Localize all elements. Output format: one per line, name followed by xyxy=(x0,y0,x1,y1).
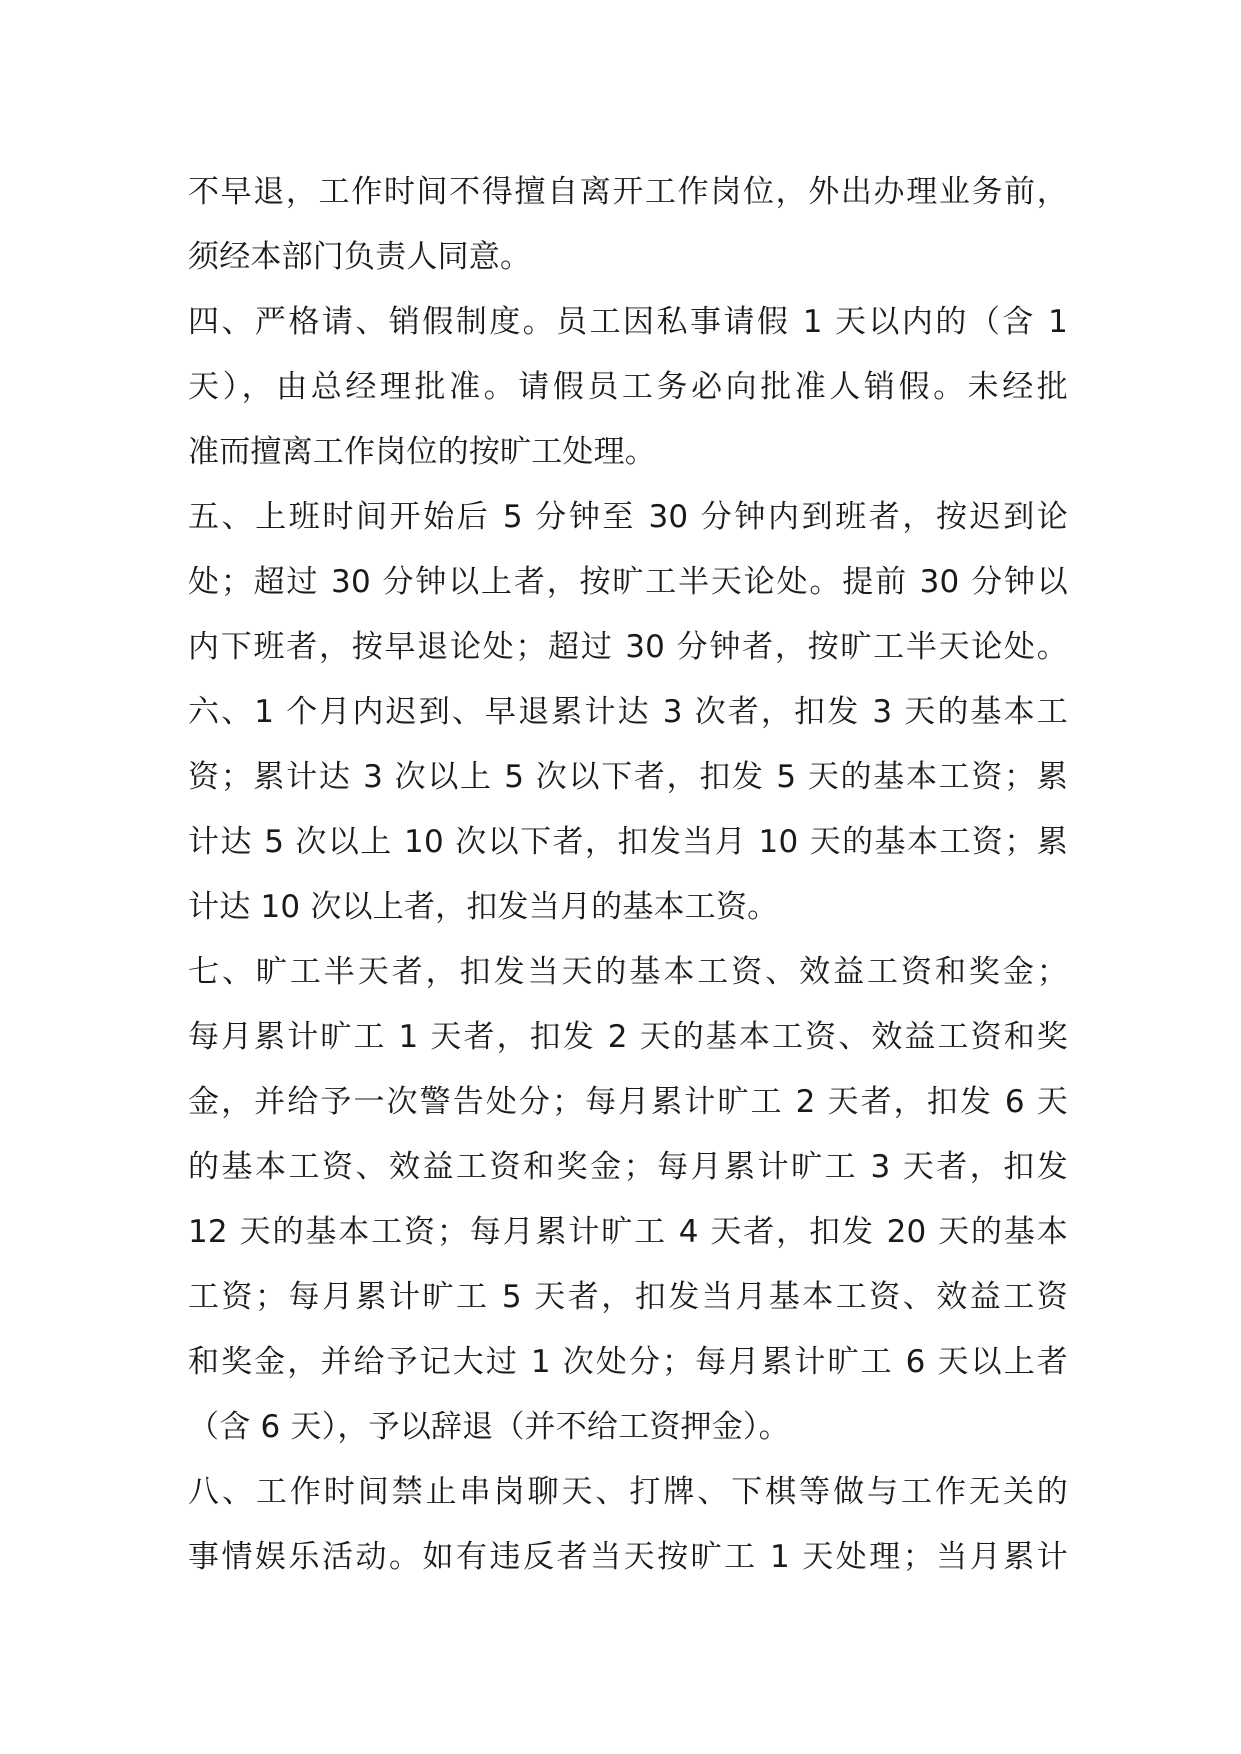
text-line: 四、严格请、销假制度。员工因私事请假 1 天以内的（含 1 xyxy=(188,304,1068,340)
text-line: 的基本工资、效益工资和奖金；每月累计旷工 3 天者，扣发 xyxy=(188,1149,1068,1185)
text-line: 五、上班时间开始后 5 分钟至 30 分钟内到班者，按迟到论 xyxy=(188,499,1068,535)
text-line: 计达 10 次以上者，扣发当月的基本工资。 xyxy=(188,889,779,925)
text-line: 计达 5 次以上 10 次以下者，扣发当月 10 天的基本工资；累 xyxy=(188,824,1068,860)
text-line: 处；超过 30 分钟以上者，按旷工半天论处。提前 30 分钟以 xyxy=(188,564,1068,600)
text-line: 12 天的基本工资；每月累计旷工 4 天者，扣发 20 天的基本 xyxy=(188,1214,1068,1250)
text-line: 六、1 个月内迟到、早退累计达 3 次者，扣发 3 天的基本工 xyxy=(188,694,1068,730)
regulation-text xyxy=(188,160,1068,1590)
text-line: 金，并给予一次警告处分；每月累计旷工 2 天者，扣发 6 天 xyxy=(188,1084,1068,1120)
text-line: 事情娱乐活动。如有违反者当天按旷工 1 天处理；当月累计 xyxy=(188,1539,1068,1575)
text-line: 八、工作时间禁止串岗聊天、打牌、下棋等做与工作无关的 xyxy=(188,1474,1068,1510)
text-line: 资；累计达 3 次以上 5 次以下者，扣发 5 天的基本工资；累 xyxy=(188,759,1068,795)
text-line: 不早退，工作时间不得擅自离开工作岗位，外出办理业务前， xyxy=(188,174,1068,210)
text-line: 工资；每月累计旷工 5 天者，扣发当月基本工资、效益工资 xyxy=(188,1279,1068,1315)
text-line: 内下班者，按早退论处；超过 30 分钟者，按旷工半天论处。 xyxy=(188,629,1068,665)
text-line: 须经本部门负责人同意。 xyxy=(188,239,532,275)
text-line: 准而擅离工作岗位的按旷工处理。 xyxy=(188,434,656,470)
text-line: 天），由总经理批准。请假员工务必向批准人销假。未经批 xyxy=(188,369,1068,405)
text-line: 每月累计旷工 1 天者，扣发 2 天的基本工资、效益工资和奖 xyxy=(188,1019,1068,1055)
text-line: （含 6 天），予以辞退（并不给工资押金）。 xyxy=(188,1409,790,1445)
text-line: 和奖金，并给予记大过 1 次处分；每月累计旷工 6 天以上者 xyxy=(188,1344,1068,1380)
text-line: 七、旷工半天者，扣发当天的基本工资、效益工资和奖金； xyxy=(188,954,1068,990)
